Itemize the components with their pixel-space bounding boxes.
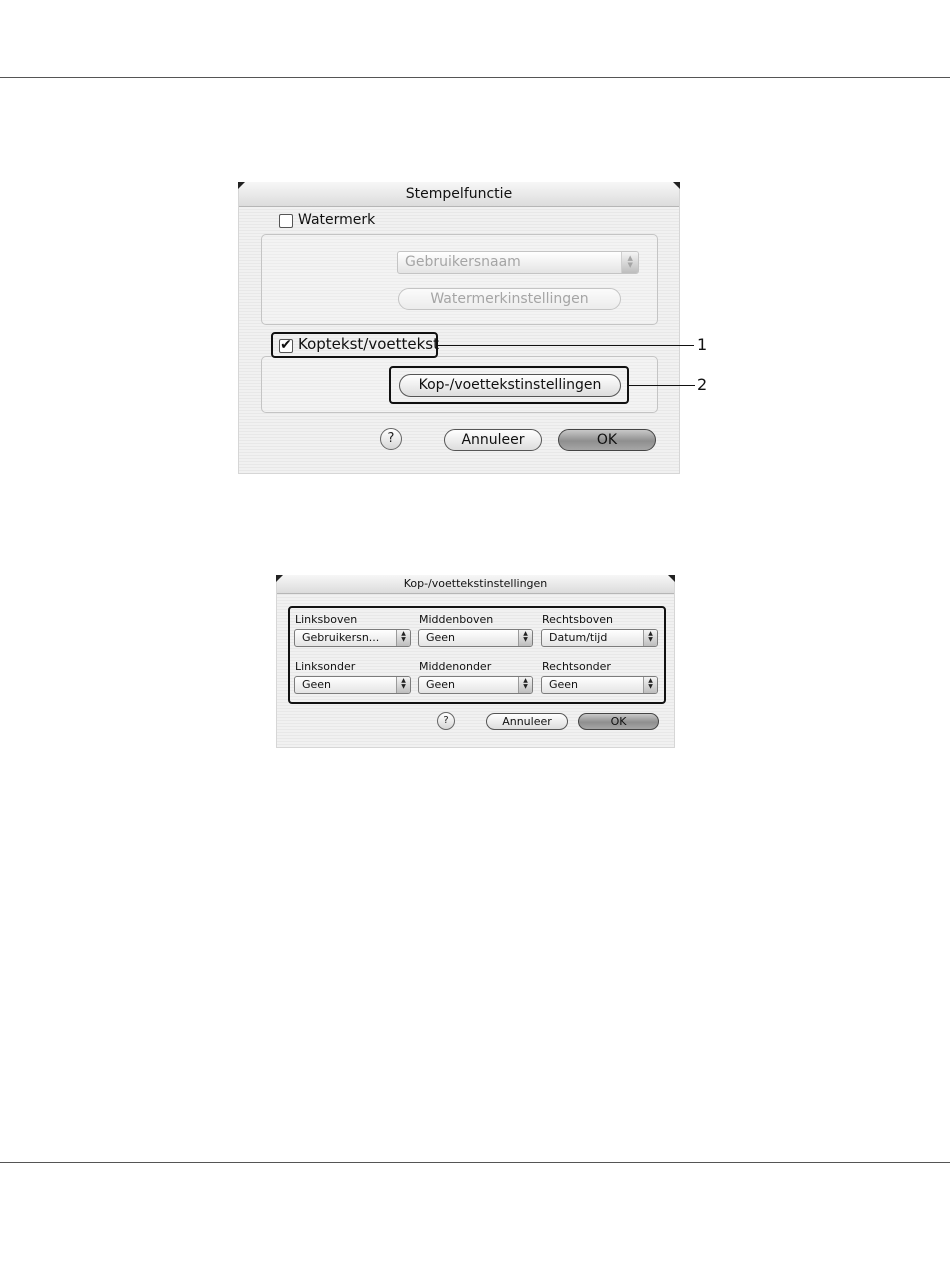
header-footer-dialog-titlebar	[277, 575, 674, 594]
watermark-type-value: Gebruikersnaam	[405, 254, 521, 270]
help-button[interactable]	[380, 428, 402, 450]
cancel-button[interactable]	[444, 429, 542, 451]
window-corner-right	[673, 182, 680, 189]
page-bottom-rule	[0, 1162, 950, 1163]
popup-value: Gebruikersn...	[302, 631, 380, 644]
help-icon: ?	[387, 431, 395, 446]
popup-arrows-icon: ▲ ▼	[643, 677, 657, 693]
popup-rechtsonder[interactable]	[541, 676, 658, 694]
window-corner-left	[238, 182, 245, 189]
cancel-label: Annuleer	[461, 432, 525, 448]
popup-value: Geen	[549, 678, 579, 691]
popup-value: Datum/tijd	[549, 631, 608, 644]
field-label-rechtsboven: Rechtsboven	[542, 613, 613, 626]
popup-linksboven[interactable]	[294, 629, 411, 647]
field-label-rechtsonder: Rechtsonder	[542, 660, 611, 673]
help-button[interactable]	[437, 712, 455, 730]
page-top-rule	[0, 77, 950, 78]
header-footer-settings-label: Kop-/voettekstinstellingen	[418, 377, 602, 393]
ok-button[interactable]	[578, 713, 659, 730]
field-label-middenboven: Middenboven	[419, 613, 494, 626]
watermark-label: Watermerk	[298, 212, 376, 228]
window-corner-left	[276, 575, 283, 582]
field-label-linksboven: Linksboven	[295, 613, 358, 626]
cancel-label: Annuleer	[502, 715, 552, 728]
ok-label: OK	[596, 432, 618, 448]
stamp-dialog-title: Stempelfunctie	[405, 186, 513, 202]
watermark-settings-label: Watermerkinstellingen	[430, 291, 589, 307]
callout-box-2	[389, 366, 629, 404]
popup-arrows-icon: ▲ ▼	[396, 630, 410, 646]
callout-line-1	[438, 345, 694, 346]
window-corner-right	[668, 575, 675, 582]
checkmark-icon: ✔	[280, 337, 292, 353]
callout-box-1	[271, 332, 438, 358]
header-footer-dialog-title: Kop-/voettekstinstellingen	[403, 577, 548, 590]
watermark-type-popup[interactable]	[397, 251, 639, 274]
field-label-middenonder: Middenonder	[419, 660, 492, 673]
stamp-dialog	[238, 182, 680, 474]
field-label-linksonder: Linksonder	[295, 660, 356, 673]
watermark-settings-button[interactable]	[398, 288, 621, 310]
watermark-group	[261, 234, 658, 325]
popup-arrows-icon: ▲ ▼	[643, 630, 657, 646]
popup-arrows-icon: ▲ ▼	[518, 677, 532, 693]
stamp-dialog-titlebar	[239, 182, 679, 207]
popup-value: Geen	[426, 678, 456, 691]
popup-middenonder[interactable]	[418, 676, 533, 694]
popup-arrows-icon: ▲▼	[621, 252, 638, 273]
header-footer-label: Koptekst/voettekst	[298, 335, 439, 353]
popup-middenboven[interactable]	[418, 629, 533, 647]
header-footer-dialog	[276, 575, 675, 748]
popup-value: Geen	[426, 631, 456, 644]
popup-arrows-icon: ▲ ▼	[396, 677, 410, 693]
callout-number-2: 2	[697, 375, 708, 394]
popup-arrows-icon: ▲ ▼	[518, 630, 532, 646]
callout-number-1: 1	[697, 335, 708, 354]
help-icon: ?	[443, 715, 449, 726]
ok-button[interactable]	[558, 429, 656, 451]
popup-rechtsboven[interactable]	[541, 629, 658, 647]
popup-value: Geen	[302, 678, 332, 691]
watermark-checkbox[interactable]	[279, 214, 293, 228]
popup-linksonder[interactable]	[294, 676, 411, 694]
cancel-button[interactable]	[486, 713, 568, 730]
callout-line-2	[629, 385, 695, 386]
ok-label: OK	[610, 715, 627, 728]
